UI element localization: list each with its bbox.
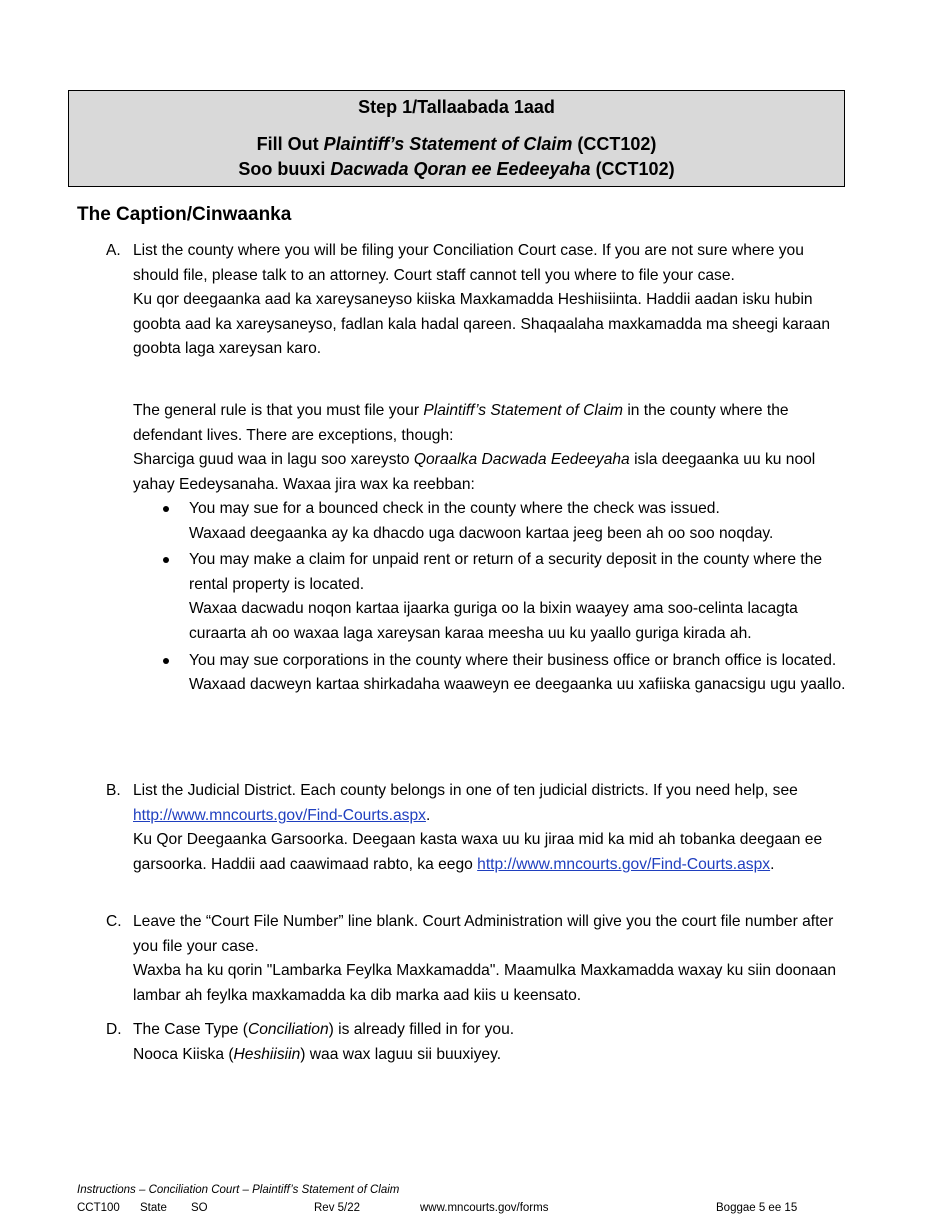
footer-page-number: Boggae 5 ee 15	[716, 1202, 798, 1214]
item-c-english: Leave the “Court File Number” line blank. Court Administration will give you the court file number after you file your case.	[133, 913, 834, 955]
general-rule-somali: Sharciga guud waa in lagu soo xareysto Qoraalka Dacwada Eedeeyaha isla deegaanka uu ku nool yahay Eedeysanaha. Waxaa jira wax ka reebban:	[133, 451, 816, 493]
item-b-english: List the Judicial District. Each county belongs in one of ten judicial districts. If you need help, see http://www.mncourts.gov/Find-Courts.aspx.	[133, 782, 798, 824]
exceptions-list	[160, 497, 850, 700]
item-letter: A.	[106, 242, 121, 259]
list-item-b	[106, 779, 846, 877]
item-b-somali: Ku Qor Deegaanka Garsoorka. Deegaan kasta waxa uu ku jiraa mid ka mid ah tobanka deegaan ee garsoorka. Haddii aad caawimaad rabto, ka eego http://www.mncourts.gov/Find-Courts.aspx.	[133, 831, 823, 873]
item-c-somali: Waxba ha ku qorin "Lambarka Feylka Maxkamadda". Maamulka Maxkamadda waxay ku siin doonaan lambar ah feylka maxkamadda ka dib marka aad kiis u keensato.	[133, 962, 837, 1004]
list-item-c	[106, 910, 846, 1008]
footer-title: Instructions – Conciliation Court – Plaintiff’s Statement of Claim	[77, 1184, 400, 1196]
find-courts-link-somali[interactable]: http://www.mncourts.gov/Find-Courts.aspx	[477, 855, 771, 873]
section-title: The Caption/Cinwaanka	[77, 204, 292, 225]
footer-state: State	[140, 1202, 167, 1214]
list-item: You may sue for a bounced check in the county where the check was issued. Waxaad deegaanka ay ka dhacdo uga dacwoon kartaa jeeg been ah oo soo noqday.	[160, 497, 850, 546]
find-courts-link[interactable]: http://www.mncourts.gov/Find-Courts.aspx	[133, 806, 426, 824]
bullet-icon	[163, 557, 169, 563]
general-rule-paragraph	[133, 399, 845, 497]
bullet-icon	[163, 658, 169, 664]
bullet-icon	[163, 506, 169, 512]
step-subtitle-somali: Soo buuxi Dacwada Qoran ee Eedeeyaha (CCT102)	[238, 159, 675, 179]
step-subtitle-english: Fill Out Plaintiff’s Statement of Claim (CCT102)	[256, 134, 657, 154]
footer-revision: Rev 5/22	[314, 1202, 361, 1214]
item-d-english: The Case Type (Conciliation) is already filled in for you.	[133, 1021, 515, 1038]
footer-url: www.mncourts.gov/forms	[420, 1202, 549, 1214]
footer-form-id: CCT100	[77, 1202, 120, 1214]
general-rule-english: The general rule is that you must file your Plaintiff’s Statement of Claim in the county where the defendant lives. There are exceptions, though:	[133, 402, 789, 444]
list-item-d	[106, 1018, 846, 1067]
list-item: You may sue corporations in the county where their business office or branch office is located. Waxaad dacweyn kartaa shirkadaha waaweyn ee deegaanka uu xafiiska ganacsigu ugu yaallo.	[160, 649, 850, 698]
item-letter: C.	[106, 913, 122, 930]
footer-meta	[77, 1202, 837, 1218]
item-a-somali: Ku qor deegaanka aad ka xareysaneyso kiiska Maxkamadda Heshiisiinta. Haddii aadan isku hubin goobta aad ka xareysaneyso, fadlan kala hadal qareen. Shaqaalaha maxkamadda ma sheegi karaan goobta laga xareysan karo.	[133, 291, 830, 358]
item-letter: B.	[106, 782, 121, 799]
item-d-somali: Nooca Kiiska (Heshiisiin) waa wax laguu sii buuxiyey.	[133, 1045, 502, 1063]
item-a-english: List the county where you will be filing your Conciliation Court case. If you are not sure where you should file, please talk to an attorney. Court staff cannot tell you where to file your case.	[133, 242, 804, 284]
step-header-box	[68, 90, 845, 187]
item-letter: D.	[106, 1021, 122, 1038]
step-title: Step 1/Tallaabada 1aad	[358, 97, 555, 117]
list-item: You may make a claim for unpaid rent or return of a security deposit in the county where the rental property is located. Waxaa dacwadu noqon kartaa ijaarka guriga oo la bixin waayey ama soo-celinta lacagta curaarta ah oo waxaa laga xareysan karaa meesha uu ku yaallo guriga kirada ah.	[160, 548, 850, 646]
list-item-a	[106, 239, 846, 362]
footer-language: SO	[191, 1202, 208, 1214]
